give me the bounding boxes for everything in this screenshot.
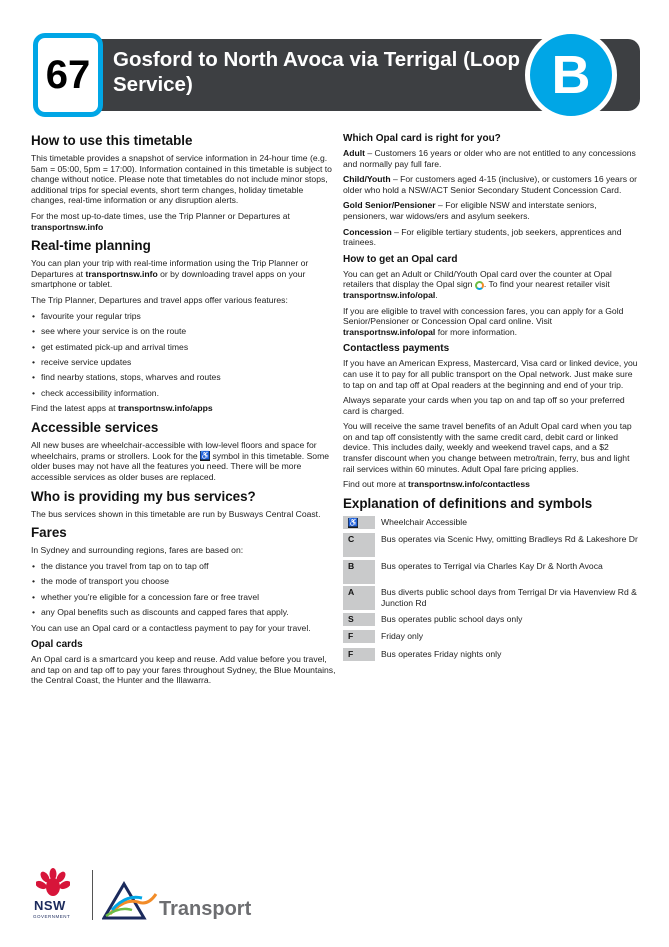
list-item: • favourite your regular trips (31, 311, 337, 322)
text: Find the latest apps at (31, 403, 116, 414)
list-item: • find nearby stations, stops, wharves and routes (31, 372, 337, 383)
subsection-heading: Contactless payments (343, 343, 450, 355)
paragraph (343, 479, 640, 490)
card-type-label: Child/Youth (343, 174, 391, 185)
paragraph (343, 306, 640, 338)
transport-logo-text: Transport (159, 898, 252, 920)
text: For the most up-to-date times, use the Trip Planner or Departures at (31, 210, 290, 221)
legend-key: A (343, 586, 375, 610)
paragraph: You will receive the same travel benefits of an Adult Opal card when you tap on and tap off consistently with the same credit card, debit card or linked device. This includes daily, weekly and weekend travel caps, and a $2 transfer discount when you change between metro/train, ferry, bus and light rail services within 60 minutes. Adult Opal fare pricing applies. (343, 421, 632, 474)
paragraph: In Sydney and surrounding regions, fares are based on: (31, 545, 244, 556)
fares-list (31, 561, 337, 618)
provider-section (31, 488, 337, 520)
footer-logos (30, 868, 270, 928)
logo-divider (92, 870, 93, 920)
paragraph (31, 211, 337, 232)
definitions-legend (343, 516, 640, 663)
text: or by downloading travel apps on your smartphone or tablet. (31, 268, 306, 290)
accessible-section (31, 419, 337, 483)
legend-text: Bus operates Friday nights only (381, 648, 502, 659)
paragraph: You can get an Adult or Child/Youth Opal card over the counter at Opal retailers that display the Opal sign . To find your nearest retailer visit transportnsw.info/opal. (343, 268, 612, 300)
route-number: 67 (45, 52, 91, 97)
get-opal-section (343, 253, 640, 338)
paragraph: Always separate your cards when you tap on and tap off so your preferred card is charged. (343, 395, 625, 416)
section-heading: Explanation of definitions and symbols (343, 495, 593, 511)
section-heading: Real-time planning (31, 238, 151, 254)
list-item: • the distance you travel from tap on to tap off (31, 561, 337, 572)
which-opal-section (343, 132, 640, 248)
paragraph (343, 148, 640, 169)
link-opal[interactable]: transportnsw.info/opal (343, 289, 436, 300)
right-column (343, 132, 640, 666)
legend-row (343, 533, 640, 557)
section-heading: Who is providing my bus services? (31, 488, 256, 504)
legend-text: Bus operates to Terrigal via Charles Kay Dr & North Avoca (381, 560, 603, 571)
card-type-label: Adult (343, 148, 365, 158)
waratah-icon (36, 868, 70, 898)
card-type-label: Gold Senior/Pensioner (343, 200, 436, 211)
list-item: • the mode of transport you choose (31, 576, 337, 587)
legend-key (343, 516, 375, 529)
paragraph: You can use an Opal card or a contactless payment to pay for your travel. (31, 622, 311, 633)
legend-row (343, 648, 640, 663)
legend-key: F (343, 648, 375, 661)
wheelchair-icon: ♿ (200, 451, 211, 461)
route-letter-badge: B (525, 29, 617, 121)
list-item: • whether you're eligible for a concession fare or free travel (31, 592, 337, 603)
legend-text: Friday only (381, 631, 424, 642)
legend-text: Bus operates via Scenic Hwy, omitting Bradleys Rd & Lakeshore Dr (381, 534, 638, 545)
legend-key: F (343, 630, 375, 643)
legend-row (343, 586, 640, 610)
nsw-logo-subtext: GOVERNMENT (33, 914, 71, 919)
contactless-section (343, 342, 640, 490)
link-transportnsw[interactable]: transportnsw.info (85, 268, 158, 279)
link-transportnsw[interactable]: transportnsw.info (31, 221, 104, 232)
section-heading: Fares (31, 525, 67, 541)
legend-row (343, 613, 640, 628)
text: symbol in this timetable. Some older buses may not have all the features you need. There will be more accessible services as older buses are replaced. (31, 450, 330, 482)
fares-section (31, 524, 337, 633)
opal-cards-section (31, 638, 337, 686)
route-number-box (33, 33, 103, 117)
wheelchair-icon: ♿ (348, 517, 358, 527)
text: for more information. (437, 326, 517, 337)
nsw-government-logo (30, 868, 82, 924)
list-item: • any Opal benefits such as discounts and capped fares that apply. (31, 607, 337, 618)
list-item: • check accessibility information. (31, 388, 337, 399)
paragraph: This timetable provides a snapshot of service information in 24-hour time (e.g. 5am = 05:00, 5pm = 17:00). Information contained in this timetable is subject to change without notice. Please note that timetables do not include minor stops, additional trips for special events, short term changes, holiday timetable changes, real-time information or any disruption alerts. (31, 153, 332, 206)
timetable-header (30, 33, 640, 118)
paragraph: If you have an American Express, Mastercard, Visa card or linked device, you can use it to pay for all public transport on the Opal network. Just make sure to tap on and tap off at Opal readers at the beginning and end of your trip. (343, 358, 638, 390)
subsection-heading: How to get an Opal card (343, 253, 458, 265)
card-type-label: Concession (343, 226, 392, 237)
link-opal[interactable]: transportnsw.info/opal (343, 326, 436, 337)
link-apps[interactable]: transportnsw.info/apps (117, 403, 213, 414)
list-item: • receive service updates (31, 357, 337, 368)
features-list (31, 311, 337, 399)
paragraph (343, 174, 640, 195)
list-item: • get estimated pick-up and arrival times (31, 342, 337, 353)
paragraph: The Trip Planner, Departures and travel apps offer various features: (31, 294, 288, 305)
opal-sign-icon (475, 281, 484, 290)
list-item: • see where your service is on the route (31, 326, 337, 337)
text: – For eligible NSW and interstate seniors, pensioners, war widows/ers and asylum seekers. (343, 200, 597, 221)
text: If you are eligible to travel with concession fares, you can apply for a Gold Senior/Pensioner or Concession Opal card online. Visit (343, 305, 624, 327)
legend-key: C (343, 533, 375, 557)
subsection-heading: Which Opal card is right for you? (343, 133, 501, 144)
paragraph (31, 440, 337, 483)
paragraph (343, 227, 640, 248)
nsw-logo-text: NSW (34, 898, 66, 913)
text: – For eligible tertiary students, job seekers, apprentices and trainees. (343, 226, 622, 248)
section-heading: How to use this timetable (31, 133, 193, 148)
left-column (31, 132, 337, 691)
paragraph (31, 258, 337, 290)
legend-row (343, 516, 640, 531)
legend-text: Bus diverts public school days from Terrigal Dr via Havenview Rd & Junction Rd (381, 587, 637, 608)
how-to-use-section (31, 132, 337, 232)
text: Find out more at (343, 479, 406, 490)
legend-text: Bus operates public school days only (381, 613, 523, 624)
subsection-heading: Opal cards (31, 639, 83, 651)
legend-key: B (343, 560, 375, 584)
text: . To find your nearest retailer visit (483, 279, 610, 290)
legend-row (343, 560, 640, 584)
text: You can plan your trip with real-time information using the Trip Planner or Departures at (31, 258, 309, 279)
text: You can get an Adult or Child/Youth Opal card over the counter at Opal retailers that display the Opal sign (343, 268, 612, 290)
paragraph (31, 403, 337, 414)
legend-row (343, 630, 640, 645)
realtime-section (31, 237, 337, 414)
transport-logo-icon (102, 880, 160, 920)
paragraph (343, 200, 640, 221)
text: – Customers 16 years or older who are not entitled to any concessions and normally pay full fare. (343, 148, 636, 169)
link-contactless[interactable]: transportnsw.info/contactless (407, 479, 530, 490)
text: – For customers aged 4-15 (inclusive), or customers 16 years or older who hold a NSW/ACT Senior Secondary Student Concession Card. (343, 174, 638, 195)
text: All new buses are wheelchair-accessible with low-level floors and space for wheelchairs, prams or strollers. Look for the (31, 440, 317, 461)
route-title: Gosford to North Avoca via Terrigal (Loop Service) (113, 48, 520, 96)
definitions-section (343, 495, 640, 663)
legend-text: Wheelchair Accessible (381, 516, 467, 527)
legend-key: S (343, 613, 375, 626)
section-heading: Accessible services (31, 420, 159, 436)
paragraph: The bus services shown in this timetable are run by Busways Central Coast. (31, 508, 321, 519)
paragraph: An Opal card is a smartcard you keep and reuse. Add value before you travel, and tap on and tap off to pay your fares throughout Sydney, the Blue Mountains, the Central Coast, the Hunter and the Illawarra. (31, 654, 336, 686)
